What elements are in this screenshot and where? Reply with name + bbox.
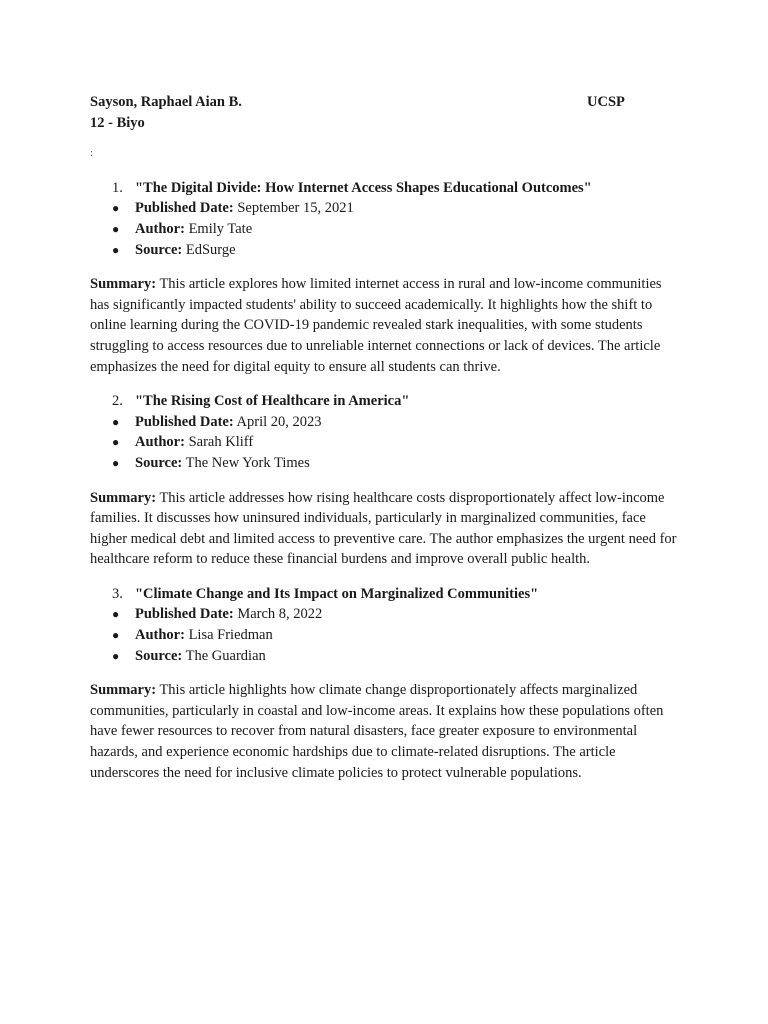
article-2	[90, 391, 690, 570]
source-value: EdSurge	[185, 241, 236, 258]
article-title	[90, 178, 690, 199]
source-item	[90, 646, 690, 667]
published-label: Published Date:	[135, 413, 234, 430]
published-label: Published Date:	[135, 606, 234, 623]
published-date-item	[90, 604, 690, 625]
author-label: Author:	[135, 434, 185, 451]
bullet-icon: ●	[112, 607, 120, 622]
bullet-icon: ●	[112, 435, 120, 450]
published-value: April 20, 2023	[236, 413, 322, 430]
author-label: Author:	[135, 627, 185, 644]
published-label: Published Date:	[135, 200, 234, 217]
source-label: Source:	[135, 454, 183, 471]
published-value: March 8, 2022	[237, 606, 323, 623]
published-date-item	[90, 412, 690, 433]
summary-text: This article explores how limited internet access in rural and low-income communities has significantly impacted students' ability to succeed academically. It highlights how the shift to online learning during the COVID-19 pandemic revealed stark inequalities, with some students struggling to access resources due to unreliable internet connections or lack of devices. The article emphasizes the need for digital equity to ensure all students can thrive.	[90, 276, 662, 375]
article-title-text: "Climate Change and Its Impact on Marginalized Communities"	[135, 585, 539, 602]
bullet-icon: ●	[112, 414, 120, 429]
article-title-text: "The Rising Cost of Healthcare in America"	[135, 393, 410, 410]
article-1	[90, 178, 690, 377]
bullet-icon: ●	[112, 648, 120, 663]
summary-paragraph	[90, 274, 680, 377]
bullet-icon: ●	[112, 201, 120, 216]
source-value: The New York Times	[185, 454, 310, 471]
source-label: Source:	[135, 241, 183, 258]
bullet-icon: ●	[112, 242, 120, 257]
bullet-icon: ●	[112, 455, 120, 470]
article-title	[90, 391, 690, 412]
article-number: 1.	[112, 179, 123, 196]
summary-text: This article addresses how rising healthcare costs disproportionately affect low-income families. It discusses how uninsured individuals, particularly in marginalized communities, face higher medical debt and limited access to preventive care. The author emphasizes the urgent need for healthcare reform to reduce these financial burdens and improve overall public health.	[90, 489, 677, 568]
summary-label: Summary:	[90, 276, 157, 293]
bullet-icon: ●	[112, 628, 120, 643]
published-date-item	[90, 198, 690, 219]
source-label: Source:	[135, 647, 183, 664]
article-number: 3.	[112, 585, 123, 602]
author-item	[90, 625, 690, 646]
subject-code: UCSP	[587, 94, 625, 110]
summary-paragraph	[90, 680, 680, 783]
source-item	[90, 453, 690, 474]
published-value: September 15, 2021	[237, 200, 354, 217]
article-3	[90, 584, 690, 783]
article-title-text: "The Digital Divide: How Internet Access Shapes Educational Outcomes"	[135, 179, 592, 196]
source-value: The Guardian	[185, 647, 266, 664]
summary-label: Summary:	[90, 489, 157, 506]
stray-colon: :	[90, 147, 94, 160]
author-value: Emily Tate	[188, 220, 253, 237]
source-item	[90, 240, 690, 261]
author-item	[90, 432, 690, 453]
bullet-icon: ●	[112, 221, 120, 236]
student-name: Sayson, Raphael Aian B.	[90, 94, 242, 110]
article-title	[90, 584, 690, 605]
header-row	[90, 92, 690, 113]
article-number: 2.	[112, 393, 123, 410]
summary-text: This article highlights how climate change disproportionately affects marginalized communities, particularly in coastal and low-income areas. It explains how these populations often have fewer resources to recover from natural disasters, face greater exposure to environmental hazards, and experience economic hardships due to climate-related disruptions. The article underscores the need for inclusive climate policies to protect vulnerable populations.	[90, 682, 664, 781]
author-value: Sarah Kliff	[188, 434, 254, 451]
document-page	[90, 92, 690, 783]
class-section: 12 - Biyo	[90, 114, 145, 131]
summary-label: Summary:	[90, 682, 157, 699]
author-value: Lisa Friedman	[188, 627, 273, 644]
author-item	[90, 219, 690, 240]
author-label: Author:	[135, 220, 185, 237]
summary-paragraph	[90, 488, 680, 570]
